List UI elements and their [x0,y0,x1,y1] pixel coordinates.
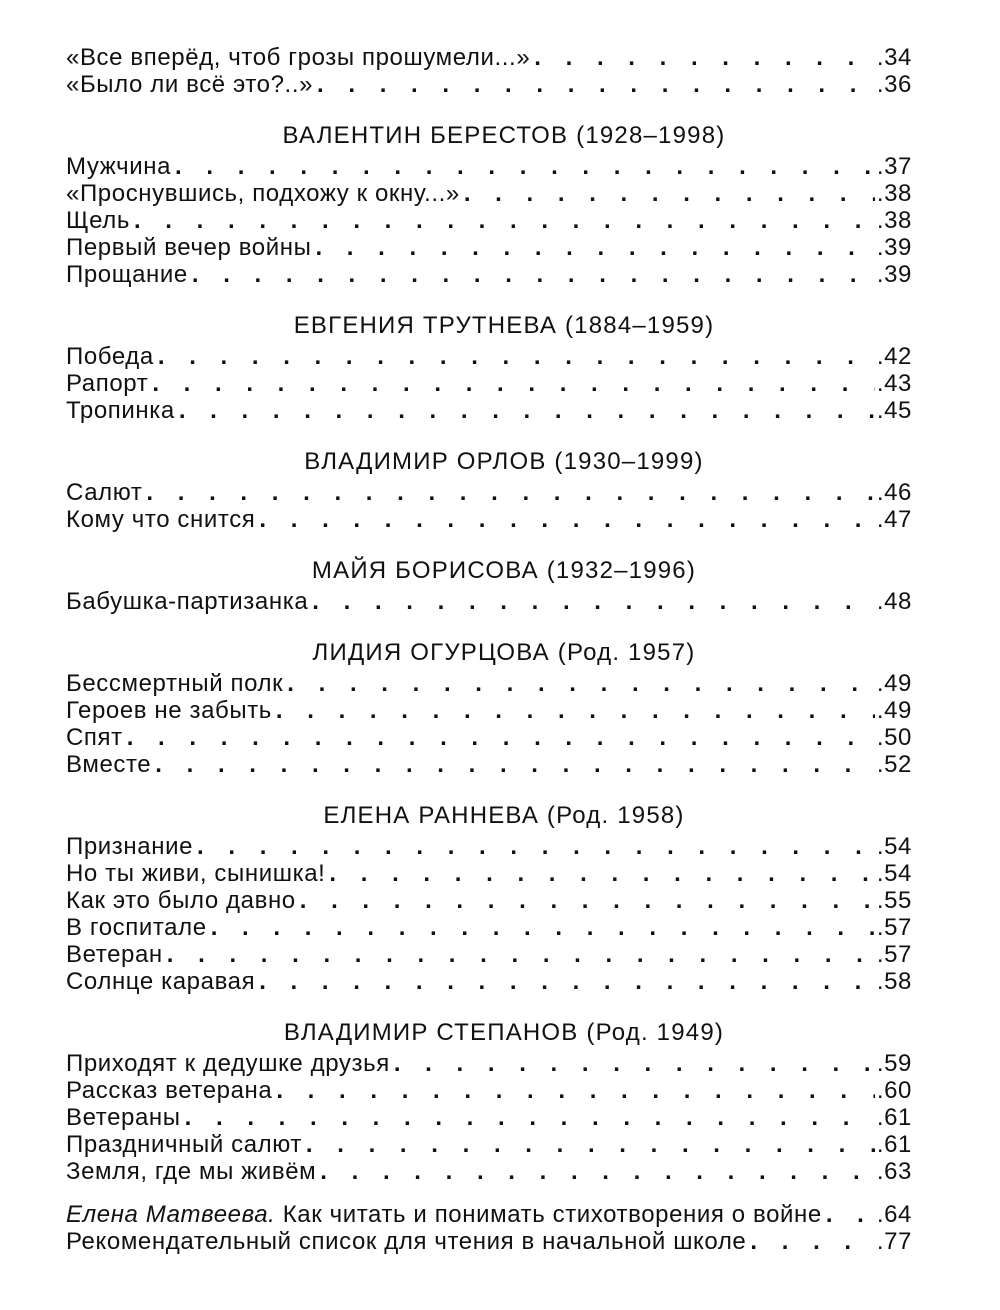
toc-entry-page: .34 [876,44,912,71]
toc-entry-page: .57 [876,914,912,941]
toc-entry-page: .46 [876,479,912,506]
toc-entry-page: .57 [876,941,912,968]
toc-entry-title: В госпитале [66,914,207,941]
toc-entry-page: .38 [876,207,912,234]
toc-entry-title: Как это было давно [66,887,296,914]
toc-entry-title: Мужчина [66,153,172,180]
toc-entry-title: Первый вечер войны [66,234,312,261]
dot-leader [276,1077,874,1104]
dot-leader [197,833,875,860]
author-heading: ВАЛЕНТИН БЕРЕСТОВ (1928–1998) [282,122,726,149]
author-section [66,639,912,778]
toc-entry-page: .58 [876,968,912,995]
toc-entry-title: Победа [66,343,154,370]
author-section [66,557,912,615]
toc-entry[interactable] [66,1201,912,1228]
toc-entry-title: Рекомендательный список для чтения в начальной школе [66,1228,747,1255]
toc-entry[interactable] [66,397,912,424]
toc-entry-page: .48 [876,588,912,615]
author-heading: ВЛАДИМИР СТЕПАНОВ (Род. 1949) [283,1019,725,1046]
toc-entry[interactable] [66,670,912,697]
toc-entry-page: .61 [876,1104,912,1131]
dot-leader [192,261,875,288]
toc-entry-page: .54 [876,833,912,860]
toc-entry[interactable] [66,588,912,615]
dot-leader [155,751,875,778]
dot-leader [317,71,875,98]
dot-leader [146,479,874,506]
author-section [66,448,912,533]
toc-entry[interactable] [66,1131,912,1158]
toc-entry-title: Щель [66,207,130,234]
toc-entry[interactable] [66,343,912,370]
appendix-title: Как читать и понимать стихотворения о войне [282,1201,822,1228]
toc-entry-title: Но ты живи, сынишка! [66,860,326,887]
toc-entry-page: .47 [876,506,912,533]
dot-leader [259,506,874,533]
toc-entry[interactable] [66,914,912,941]
toc-entry[interactable] [66,1228,912,1255]
toc-entry-title: Земля, где мы живём [66,1158,317,1185]
toc-entry-page: .55 [876,887,912,914]
toc-entry-page: .49 [876,670,912,697]
toc-entry-title: Бабушка-партизанка [66,588,309,615]
toc-entry-page: .64 [876,1201,912,1228]
toc-entry-title [66,1201,826,1228]
toc-entry[interactable] [66,833,912,860]
author-section [66,122,912,288]
toc-entry[interactable] [66,153,912,180]
toc-entry-title: Кому что снится [66,506,256,533]
dot-leader [394,1050,875,1077]
author-section [66,802,912,995]
dot-leader [152,370,875,397]
toc-entry[interactable] [66,697,912,724]
author-section [66,1019,912,1185]
toc-entry-title: Ветераны [66,1104,181,1131]
dot-leader [534,44,875,71]
toc-entry-page: .54 [876,860,912,887]
toc-entry-title: Вместе [66,751,152,778]
toc-entry[interactable] [66,207,912,234]
dot-leader [276,697,875,724]
toc-entry-title: Праздничный салют [66,1131,302,1158]
toc-entry-page: .36 [876,71,912,98]
toc-entry-title: Прощание [66,261,188,288]
toc-entry-page: .61 [876,1131,912,1158]
toc-entry[interactable] [66,941,912,968]
toc-entry-title: «Проснувшись, подхожу к окну...» [66,180,460,207]
intro-entries [66,44,912,98]
toc-entry[interactable] [66,180,912,207]
toc-entry-page: .49 [876,697,912,724]
toc-entry-title: «Все вперёд, чтоб грозы прошумели...» [66,44,531,71]
toc-entry-page: .42 [876,343,912,370]
author-heading: ВЛАДИМИР ОРЛОВ (1930–1999) [304,448,704,475]
toc-entry-title: Героев не забыть [66,697,272,724]
toc-entry-page: .39 [876,261,912,288]
toc-entry-page: .59 [876,1050,912,1077]
dot-leader [287,670,875,697]
toc-entry[interactable] [66,506,912,533]
toc-entry-title: Солнце каравая [66,968,256,995]
toc-entry[interactable] [66,44,912,71]
toc-entry-page: .38 [876,180,912,207]
dot-leader [464,180,875,207]
toc-entry[interactable] [66,71,912,98]
dot-leader [306,1131,875,1158]
dot-leader [315,234,874,261]
dot-leader [329,860,874,887]
author-heading: ЕВГЕНИЯ ТРУТНЕВА (1884–1959) [293,312,715,339]
toc-entry-title: Ветеран [66,941,163,968]
toc-entry[interactable] [66,479,912,506]
toc-entry-title: Признание [66,833,194,860]
toc-entry[interactable] [66,751,912,778]
toc-entry-page: .37 [876,153,912,180]
dot-leader [175,153,875,180]
toc-entry[interactable] [66,261,912,288]
toc-entry-page: .39 [876,234,912,261]
toc-entry[interactable] [66,887,912,914]
toc-entry[interactable] [66,1158,912,1185]
toc-entry-title: Рапорт [66,370,149,397]
toc-entry[interactable] [66,370,912,397]
toc-entry-title: Бессмертный полк [66,670,284,697]
appendix-author: Елена Матвеева. [66,1201,276,1228]
dot-leader [312,588,875,615]
author-heading: ЛИДИЯ ОГУРЦОВА (Род. 1957) [312,639,696,666]
toc-entry[interactable] [66,968,912,995]
dot-leader [179,397,875,424]
toc-entry-title: «Было ли всё это?..» [66,71,314,98]
toc-entry[interactable] [66,724,912,751]
author-heading: МАЙЯ БОРИСОВА (1932–1996) [311,557,697,584]
author-section [66,312,912,424]
toc-entry-page: .52 [876,751,912,778]
dot-leader [134,207,875,234]
appendix-entries [66,1201,912,1255]
toc-entry-title: Салют [66,479,143,506]
toc-entry-page: .60 [876,1077,912,1104]
toc-entry[interactable] [66,1077,912,1104]
toc-entry-page: .45 [876,397,912,424]
dot-leader [320,1158,875,1185]
toc-entry-title: Спят [66,724,123,751]
dot-leader [167,941,875,968]
toc-entry-page: .43 [876,370,912,397]
toc-entry[interactable] [66,1104,912,1131]
dot-leader [750,1228,874,1255]
toc-entry-title: Приходят к дедушке друзья [66,1050,390,1077]
dot-leader [211,914,875,941]
dot-leader [127,724,875,751]
toc-entry-title: Тропинка [66,397,175,424]
toc-entry-title: Рассказ ветерана [66,1077,273,1104]
toc-entry[interactable] [66,234,912,261]
toc-entry[interactable] [66,1050,912,1077]
dot-leader [158,343,875,370]
author-heading: ЕЛЕНА РАННЕВА (Род. 1958) [323,802,685,829]
toc-entry-page: .50 [876,724,912,751]
dot-leader [185,1104,875,1131]
dot-leader [259,968,875,995]
toc-entry[interactable] [66,860,912,887]
dot-leader [826,1201,875,1228]
toc-entry-page: .77 [876,1228,912,1255]
toc-entry-page: .63 [876,1158,912,1185]
dot-leader [300,887,875,914]
